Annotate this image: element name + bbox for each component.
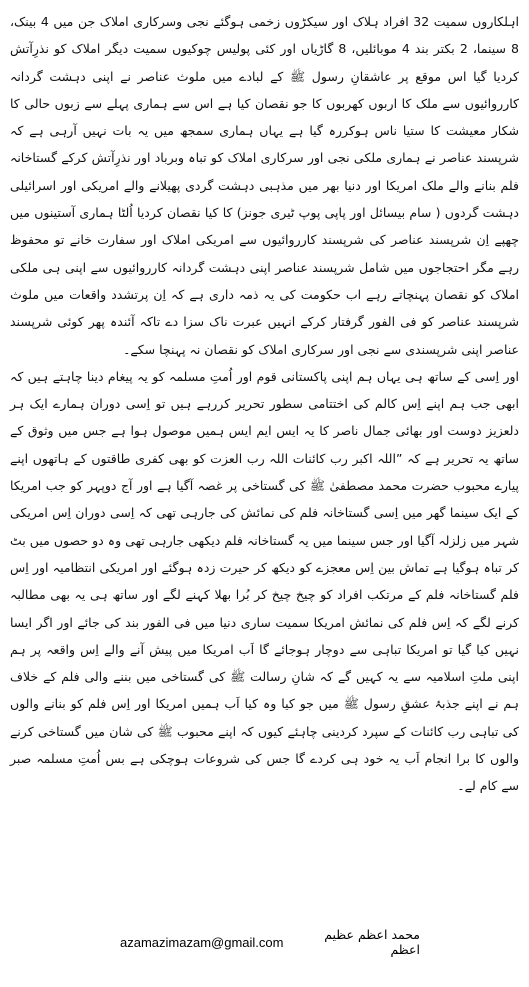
signature-line [120,927,420,957]
author-name: محمد اعظم عظیم اعظم [324,927,420,957]
article-paragraph-1: اہلکاروں سمیت 32 افراد ہلاک اور سیکڑوں زخمی ہوگئے نجی وسرکاری املاک جن میں 4 بینک، 8 سینما، 2 بکتر بند 4 موبائلیں، 8 گاڑیاں اور کئی پولیس چوکیوں سمیت دیگر املاک کو نذرِآتش کردیا گیا اس موقع پر عاشقانِ رسول ﷺ کے لبادے میں ملوث عناصر نے اپنی دہشت گردانہ کارروائیوں سے ملک کا اربوں کھربوں کا جو نقصان کیا ہے اس سے ہماری پہلے سے زبوں حالی کا شکار معیشت کا ستیا ناس ہوکررہ گیا ہے یہاں ہماری سمجھ میں یہ بات نہیں آرہی ہے کہ شرپسند عناصر نے ہماری ملکی نجی اور سرکاری املاک کو تباہ وبرباد اور نذرِآتش کرکے گستاخانہ فلم بنانے والے ملک امریکا اور دنیا بھر میں مذہبی دہشت گردی پھیلانے والے امریکی اور اسرائیلی دہشت گردوں ( سام بیسائل اور پاپی پوپ ٹیری جونز) کا کیا نقصان کردیا اُلٹا ہماری آستینوں میں چھپے اِن شرپسند عناصر کی شرپسند کارروائیوں سے امریکی املاک اور سفارت خانے تو محفوظ رہے مگر احتجاجوں میں شامل شرپسند عناصر اپنی دہشت گردانہ کارروائیوں سے اپنی ہی ملکی املاک کو نقصان پہنچاتے رہے اب حکومت کی یہ ذمہ داری ہے کہ اِن پرتشدد واقعات میں ملوث شرپسند عناصر کو فی الفور گرفتار کرکے انہیں عبرت ناک سزا دے تاکہ آئندہ پھر کوئی شرپسند عناصر اپنی شرپسندی سے نجی اور سرکاری املاک کو نقصان نہ پہنچا سکے۔ [10,14,520,357]
article-paragraph-2: اور اِسی کے ساتھ ہی یہاں ہم اپنی پاکستانی قوم اور اُمتِ مسلمہ کو یہ پیغام دینا چاہتے ہیں کہ ابھی جب ہم اپنے اِس کالم کی اختتامی سطور تحریر کررہے ہیں تو اِسی دوران ہمارے ایک ہر دلعزیز دوست اور بھائی جمال ناصر کا یہ ایس ایم ایس ہمیں موصول ہوا ہے جس میں وثوق کے ساتھ یہ تحریر ہے کہ ”اللہ اکبر رب کائنات اللہ رب العزت کو بھی کفری طاقتوں کے ہاتھوں اپنے پیارے محبوب حضرت محمد مصطفیٰ ﷺ کی گستاخی پر غصہ آگیا ہے اور آج دوپہر کو جب امریکا کے ایک سینما گھر میں اِسی گستاخانہ فلم کی نمائش کی جارہی تھی کہ اِسی دوران اِس امریکی شہر میں زلزلہ آگیا اور جس سینما میں یہ گستاخانہ فلم دیکھی جارہی تھی وہ دو حصوں میں بٹ کر تباہ ہوگیا ہے تماش بین اِس معجزے کو دیکھ کر حیرت زدہ ہوگئے اور امریکی انتظامیہ اور اِس فلم گستاخانہ فلم کے مرتکب افراد کو چیخ چیخ کر بُرا بھلا کہنے لگے اور ساتھ ہی یہ بھی مطالبہ کرنے لگے کہ اِس فلم کی نمائش امریکا سمیت ساری دنیا میں فی الفور بند کی جائے اور اگر ایسا نہیں کیا گیا تو امریکا تباہی سے دوچار ہوجائے گا اَب امریکا میں پیش آنے والے اِس واقعہ پر ہم اپنی ملتِ اسلامیہ سے یہ کہیں گے کہ شانِ رسالت ﷺ کی گستاخی میں بننے والی فلم کے خلاف ہم نے اپنے جذبۂ عشقِ رسول ﷺ میں جو کیا وہ کیا اَب ہمیں امریکا اور اِس فلم کو بنانے والوں کی تباہی رب کائنات کے سپرد کردینی چاہئے کیوں کہ اپنے محبوب ﷺ کی شان میں گستاخی کرنے والوں کا برا انجام اَب یہ خود ہی کردے گا جس کی شروعات ہوچکی ہے بس اُمتِ مسلمہ صبر سے کام لے۔ [10,368,519,794]
author-email[interactable]: azamazimazam@gmail.com [120,934,284,950]
